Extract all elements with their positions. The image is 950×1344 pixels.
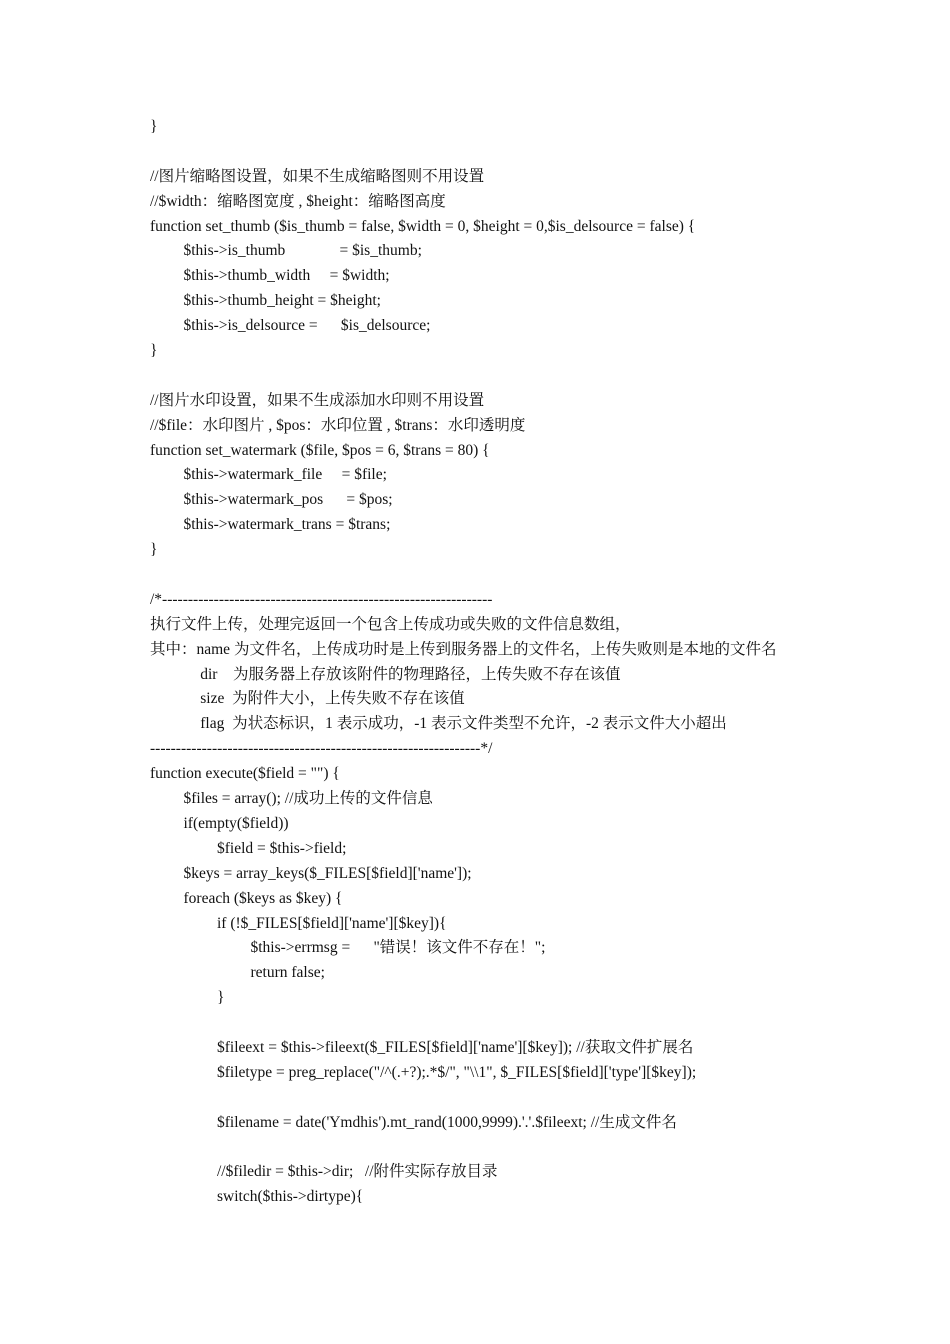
code-document	[150, 115, 910, 1210]
code-line: if(empty($field))	[183, 814, 289, 832]
blank-line	[150, 364, 910, 389]
code-line: }	[150, 118, 158, 135]
code-line: foreach ($keys as $key) {	[183, 889, 343, 907]
code-line: function set_thumb ($is_thumb = false, $width = 0, $height = 0,$is_delsource = false) {	[150, 217, 696, 235]
blank-line	[150, 1136, 910, 1161]
code-line: //$file：水印图片 , $pos：水印位置 , $trans：水印透明度	[150, 416, 526, 434]
blank-line	[150, 1086, 910, 1111]
code-line: function execute($field = "") {	[150, 765, 340, 783]
code-line: }	[217, 989, 225, 1007]
code-line: if (!$_FILES[$field]['name'][$key]){	[217, 914, 447, 932]
code-line: //$width：缩略图宽度 , $height：缩略图高度	[150, 192, 446, 210]
code-line: }	[150, 541, 158, 559]
code-line: $this->watermark_file = $file;	[183, 466, 387, 484]
code-line: switch($this->dirtype){	[217, 1188, 364, 1206]
code-line: dir 为服务器上存放该附件的物理路径，上传失败不存在该值	[200, 665, 621, 683]
code-line: $this->watermark_pos = $pos;	[183, 491, 393, 509]
code-line: ----------------------------------------------------------------*/	[150, 740, 493, 758]
code-line: $files = array(); //成功上传的文件信息	[183, 790, 433, 808]
code-line: $filename = date('Ymdhis').mt_rand(1000,9999).'.'.$fileext; //生成文件名	[217, 1113, 677, 1131]
blank-line	[150, 140, 910, 165]
code-line: //$filedir = $this->dir; //附件实际存放目录	[217, 1163, 498, 1181]
code-line: flag 为状态标识，1 表示成功，-1 表示文件类型不允许，-2 表示文件大小超出	[200, 715, 727, 733]
code-line: $this->watermark_trans = $trans;	[183, 516, 391, 534]
code-line: //图片水印设置，如果不生成添加水印则不用设置	[150, 391, 485, 409]
code-line: $this->thumb_width = $width;	[183, 267, 390, 285]
blank-line	[150, 1011, 910, 1036]
code-line: $fileext = $this->fileext($_FILES[$field]['name'][$key]); //获取文件扩展名	[217, 1038, 694, 1056]
code-line: //图片缩略图设置，如果不生成缩略图则不用设置	[150, 167, 485, 185]
code-line: /*----------------------------------------------------------------	[150, 590, 493, 608]
code-line: $this->thumb_height = $height;	[183, 292, 381, 310]
code-line: size 为附件大小，上传失败不存在该值	[200, 690, 465, 708]
code-line: return false;	[250, 964, 325, 982]
code-line: 其中：name 为文件名，上传成功时是上传到服务器上的文件名，上传失败则是本地的文件名	[150, 640, 777, 658]
blank-line	[150, 563, 910, 588]
code-line: $field = $this->field;	[217, 839, 347, 857]
code-line: $filetype = preg_replace("/^(.+?);.*$/", "\\1", $_FILES[$field]['type'][$key]);	[217, 1063, 697, 1081]
code-line: $keys = array_keys($_FILES[$field]['name']);	[183, 864, 472, 882]
code-line: 执行文件上传，处理完返回一个包含上传成功或失败的文件信息数组，	[150, 615, 631, 633]
code-line: $this->errmsg = "错误！该文件不存在！";	[250, 939, 546, 957]
code-line: $this->is_thumb = $is_thumb;	[183, 242, 422, 260]
code-line: }	[150, 342, 158, 360]
code-line: $this->is_delsource = $is_delsource;	[183, 317, 431, 335]
code-line: function set_watermark ($file, $pos = 6, $trans = 80) {	[150, 441, 490, 459]
